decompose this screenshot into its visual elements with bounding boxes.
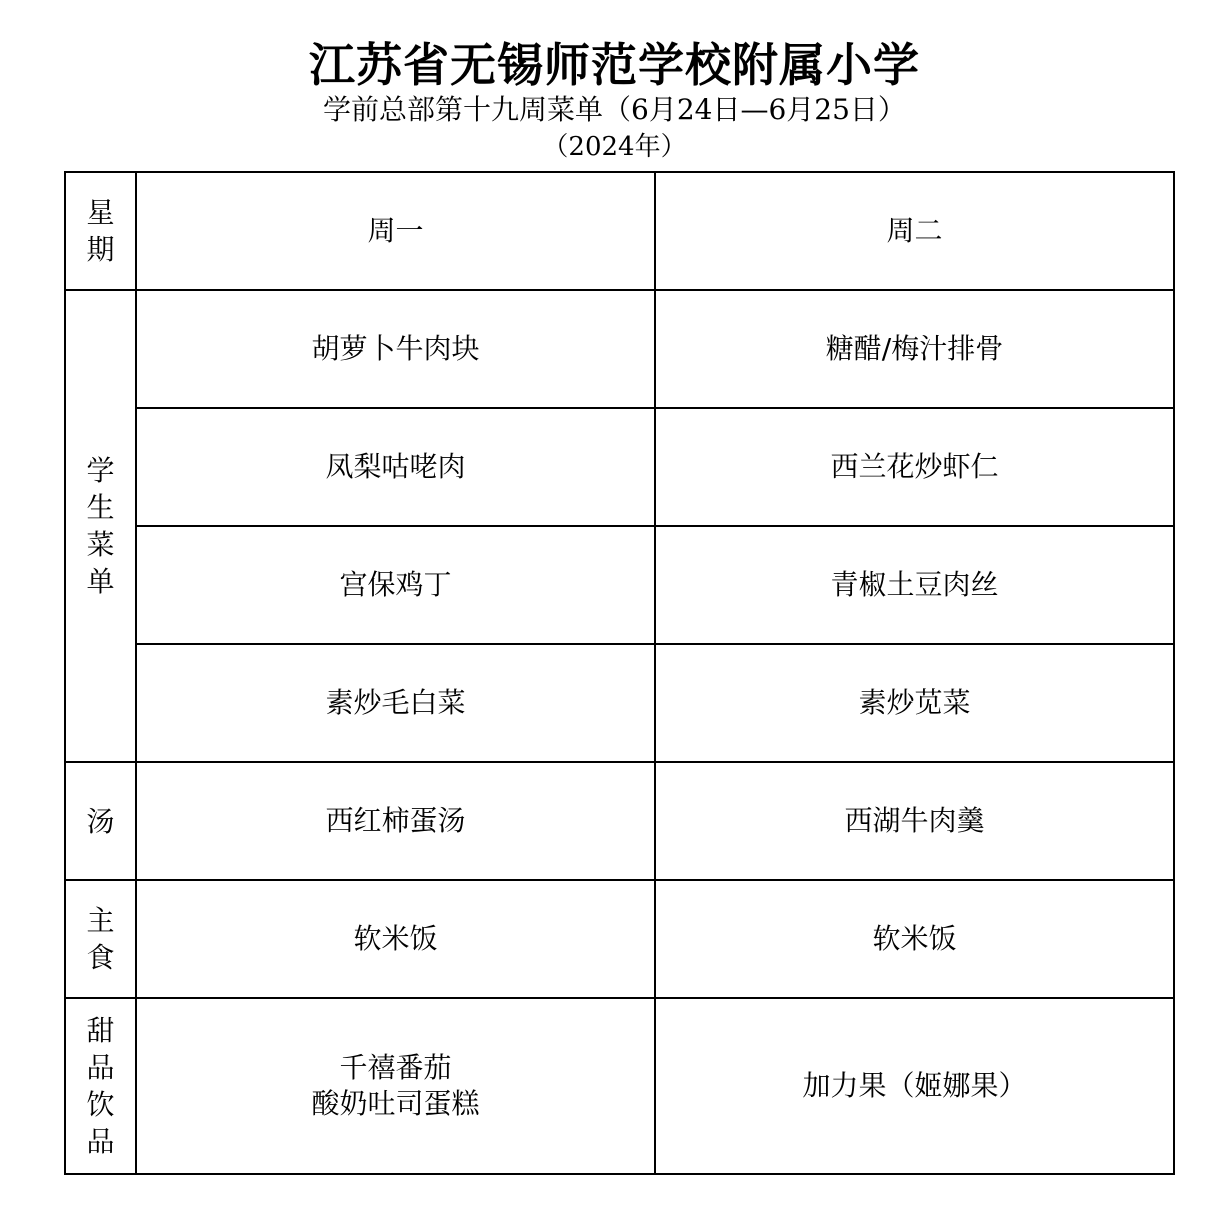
section-label-cell-soup: [65, 762, 136, 880]
dish-cell: 素炒毛白菜: [136, 644, 655, 762]
section-label-dessert: 甜品饮品: [86, 1014, 115, 1158]
dish-cell: 素炒苋菜: [655, 644, 1174, 762]
day-header-tue: 周二: [655, 172, 1174, 290]
dessert-cell-mon: [136, 998, 655, 1174]
dish-cell: 宫保鸡丁: [136, 526, 655, 644]
section-label-cell-staple: [65, 880, 136, 998]
menu-year: （2024年）: [542, 132, 687, 162]
dish-cell: 凤梨咕咾肉: [136, 408, 655, 526]
dessert-cell-tue: 加力果（姬娜果）: [655, 998, 1174, 1174]
weekday-label: 星期: [86, 196, 115, 266]
section-label-staple: 主食: [86, 904, 115, 974]
table-row: [65, 290, 1174, 408]
day-header-mon: 周一: [136, 172, 655, 290]
staple-cell-mon: 软米饭: [136, 880, 655, 998]
soup-row: [65, 762, 1174, 880]
menu-table: [64, 171, 1175, 1175]
section-label-cell-dessert: [65, 998, 136, 1174]
weekday-label-cell: [65, 172, 136, 290]
section-label-student-menu: 学生菜单: [86, 454, 115, 598]
weekday-header-row: [65, 172, 1174, 290]
dish-cell: 糖醋/梅汁排骨: [655, 290, 1174, 408]
dish-cell: 青椒土豆肉丝: [655, 526, 1174, 644]
dessert-row: [65, 998, 1174, 1174]
section-label-soup: 汤: [86, 804, 115, 838]
table-row: [65, 644, 1174, 762]
soup-cell-mon: 西红柿蛋汤: [136, 762, 655, 880]
table-row: [65, 526, 1174, 644]
table-row: [65, 408, 1174, 526]
dessert-item: 酸奶吐司蛋糕: [311, 1087, 480, 1120]
staple-cell-tue: 软米饭: [655, 880, 1174, 998]
menu-subtitle: 学前总部第十九周菜单（6月24日—6月25日）: [323, 93, 906, 126]
page-title: 江苏省无锡师范学校附属小学: [309, 38, 920, 92]
dish-cell: 胡萝卜牛肉块: [136, 290, 655, 408]
dish-cell: 西兰花炒虾仁: [655, 408, 1174, 526]
section-label-cell-student-menu: [65, 290, 136, 762]
soup-cell-tue: 西湖牛肉羹: [655, 762, 1174, 880]
staple-row: [65, 880, 1174, 998]
dessert-item: 千禧番茄: [339, 1051, 452, 1084]
